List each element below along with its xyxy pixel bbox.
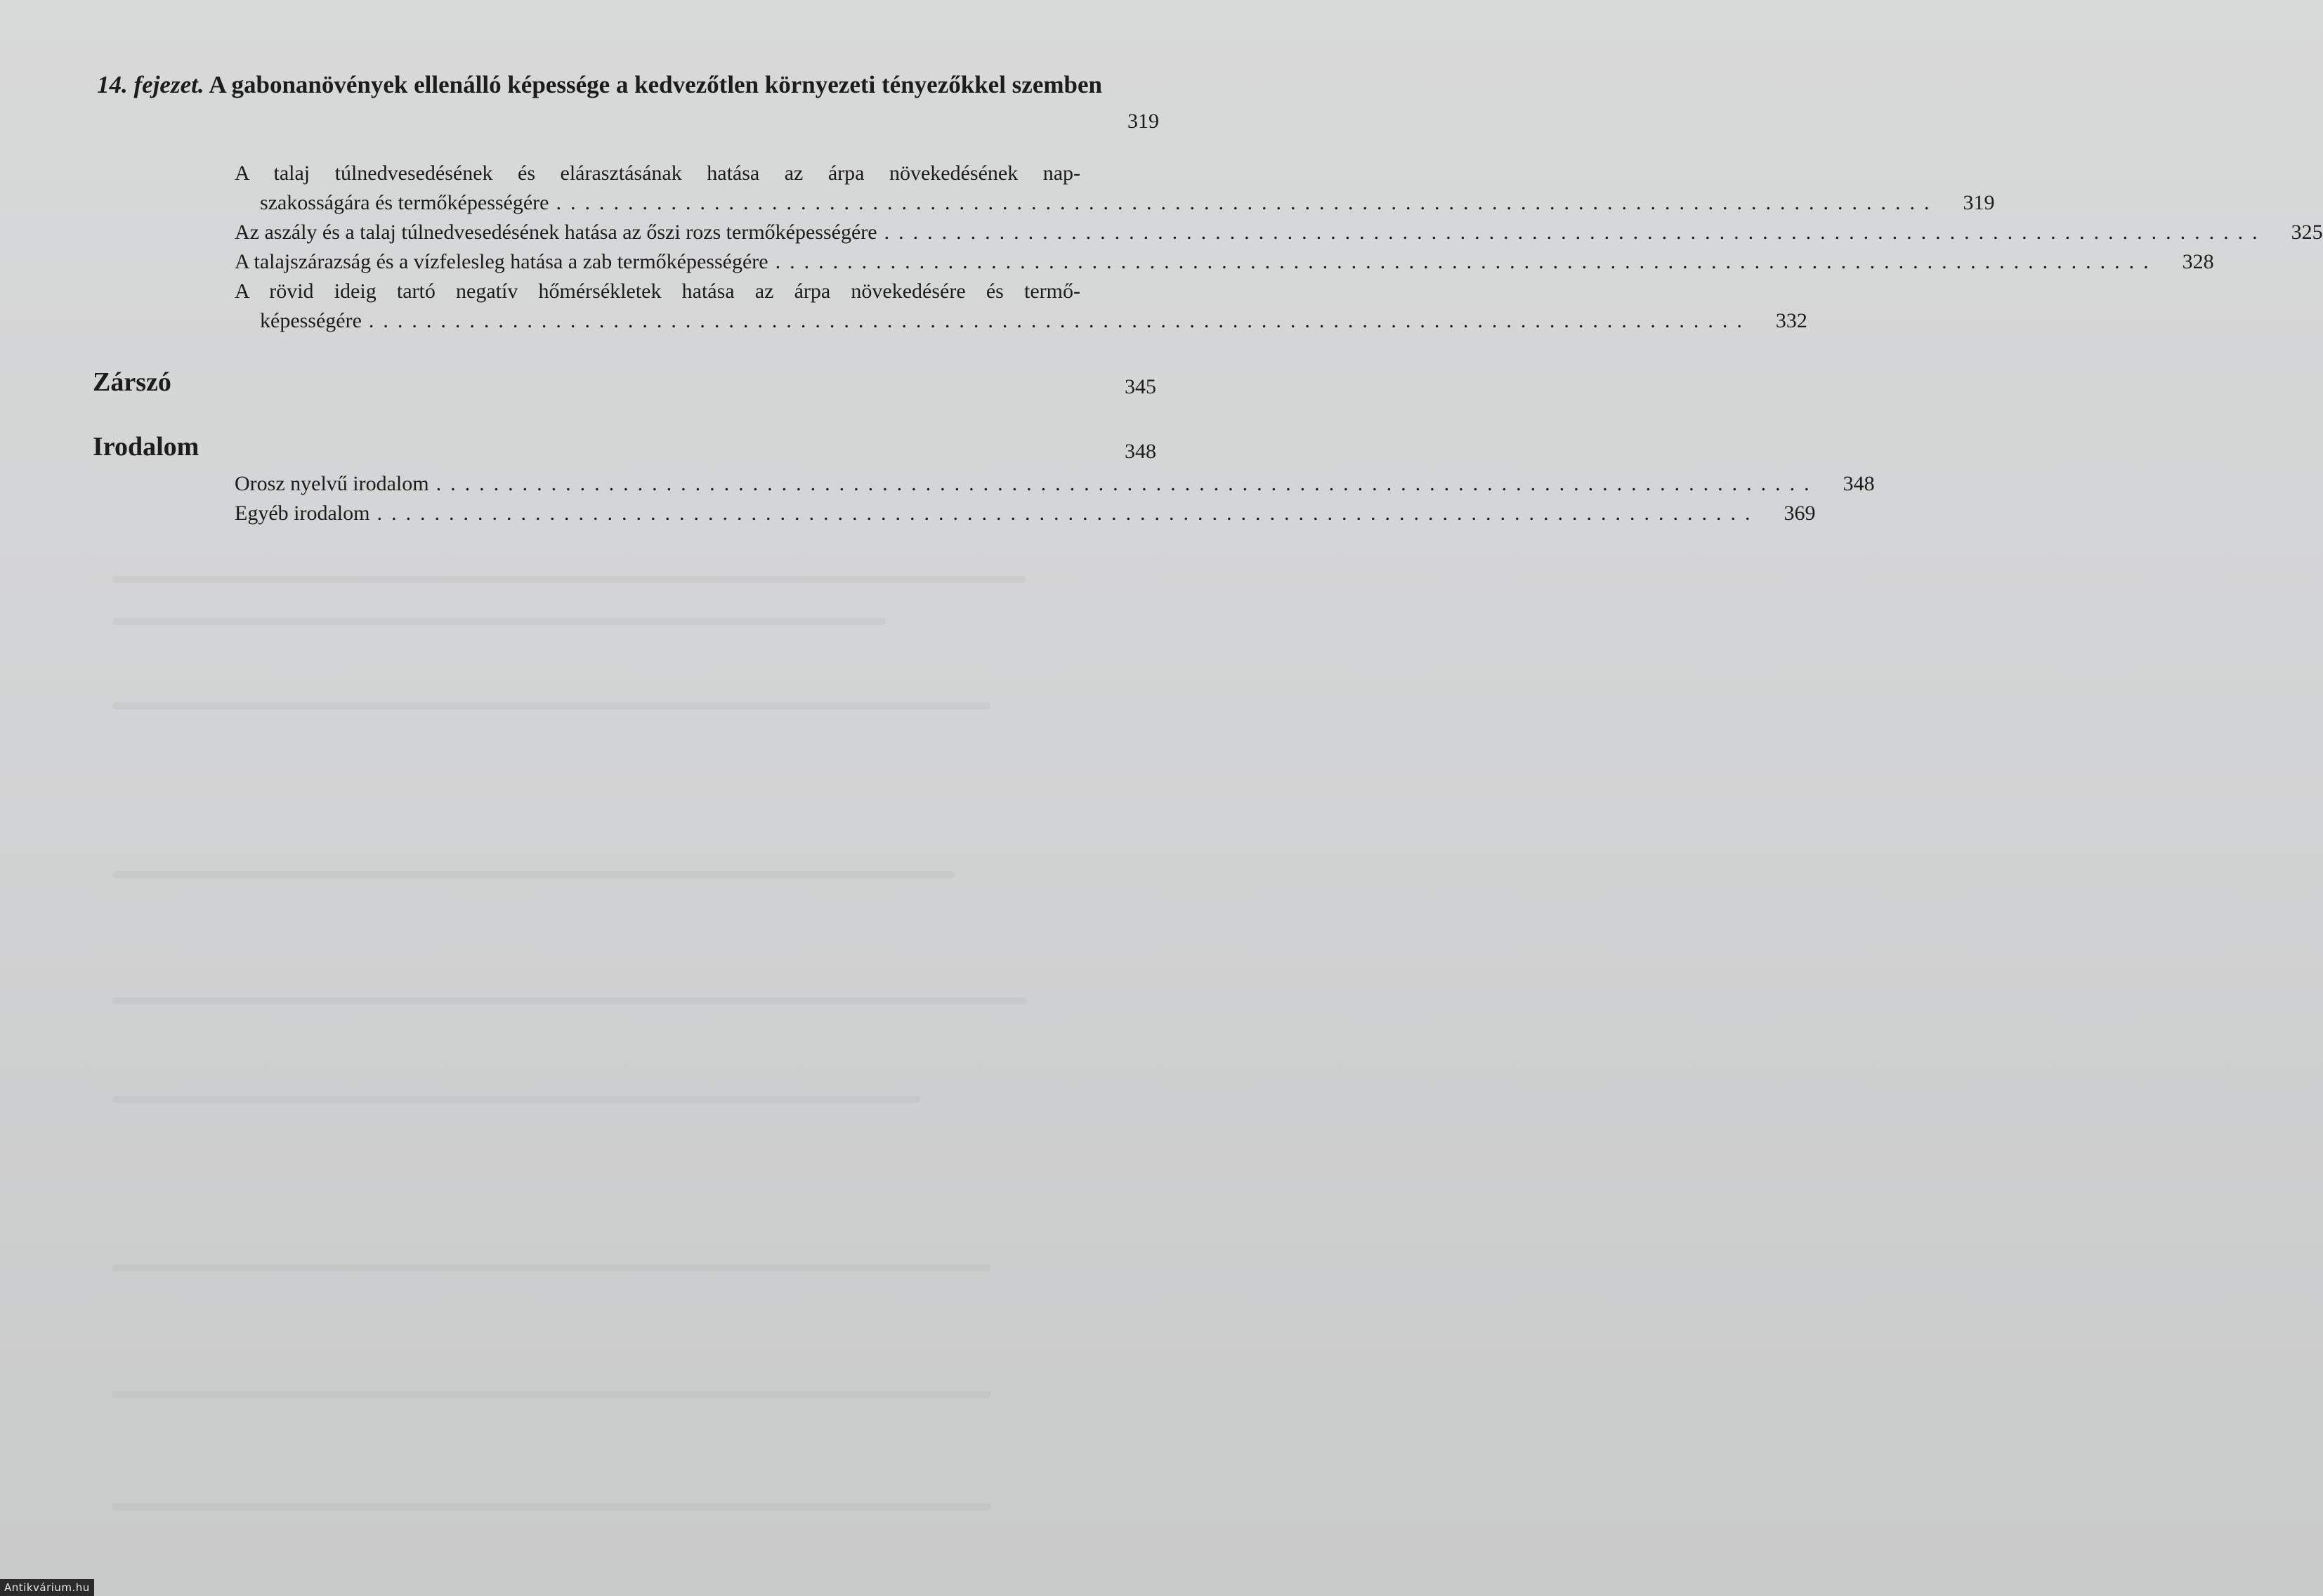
toc-entry-text: A talaj túlnedvesedésének és elárasztásának hatása az árpa növekedésének nap- xyxy=(235,162,1080,185)
bleed-through xyxy=(112,1264,990,1271)
toc-entry xyxy=(235,499,1816,528)
leader-dots: ................................................................................................ xyxy=(775,250,2158,273)
toc-entry-text: A rövid ideig tartó negatív hőmérsékletek hatása az árpa növekedésére és termő- xyxy=(235,280,1080,303)
bleed-through xyxy=(112,702,990,709)
chapter-title: A gabonanövények ellenálló képessége a kedvezőtlen környezeti tényezőkkel szemben xyxy=(209,71,1102,98)
toc-entry-text: A talajszárazság és a vízfelesleg hatása a zab termőképességére xyxy=(235,250,768,273)
chapter-heading xyxy=(97,69,1230,101)
toc-entry xyxy=(235,277,1807,336)
toc-entry-text: képességére xyxy=(260,309,362,332)
toc-page-number: 332 xyxy=(1775,309,1807,332)
section-heading-zarszo: Zárszó xyxy=(93,367,171,397)
bleed-through xyxy=(112,871,955,878)
section-heading-irodalom: Irodalom xyxy=(93,432,199,462)
bleed-through xyxy=(112,1096,920,1103)
bleed-through xyxy=(112,1503,990,1510)
chapter-heading-block xyxy=(97,69,1159,133)
toc-page-number: 328 xyxy=(2182,250,2214,273)
toc-entry xyxy=(235,159,1995,218)
toc-page-number: 325 xyxy=(2291,221,2323,244)
toc-entry xyxy=(235,218,2323,247)
leader-dots: ................................................................................................ xyxy=(377,502,1760,525)
bleed-through xyxy=(112,618,885,625)
toc-entry xyxy=(235,247,2214,277)
bleed-through xyxy=(112,576,1026,583)
leader-dots: ................................................................................................ xyxy=(436,472,1819,495)
toc-page-number: 319 xyxy=(1963,191,1995,214)
chapter-page-number: 319 xyxy=(1127,110,1159,133)
leader-dots: ................................................................................................ xyxy=(884,221,2267,244)
chapter-label: 14. fejezet. xyxy=(97,71,204,98)
leader-dots: ................................................................................................ xyxy=(368,309,1751,332)
section-page-number: 345 xyxy=(1125,375,1156,398)
bleed-through xyxy=(112,1391,990,1398)
toc-entry-text: Az aszály és a talaj túlnedvesedésének hatása az őszi rozs termőképességére xyxy=(235,221,877,244)
watermark: Antikvárium.hu xyxy=(0,1579,94,1596)
toc-page-number: 348 xyxy=(1843,472,1875,495)
toc-page-number: 369 xyxy=(1784,502,1816,525)
section-page-number: 348 xyxy=(1125,440,1156,463)
toc-entry-text: szakosságára és termőképességére xyxy=(260,191,549,214)
bleed-through xyxy=(112,998,1026,1005)
toc-entry-text: Orosz nyelvű irodalom xyxy=(235,472,429,495)
toc-entry-text: Egyéb irodalom xyxy=(235,502,370,525)
toc-entry xyxy=(235,469,1875,499)
leader-dots: ................................................................................................ xyxy=(556,191,1939,214)
